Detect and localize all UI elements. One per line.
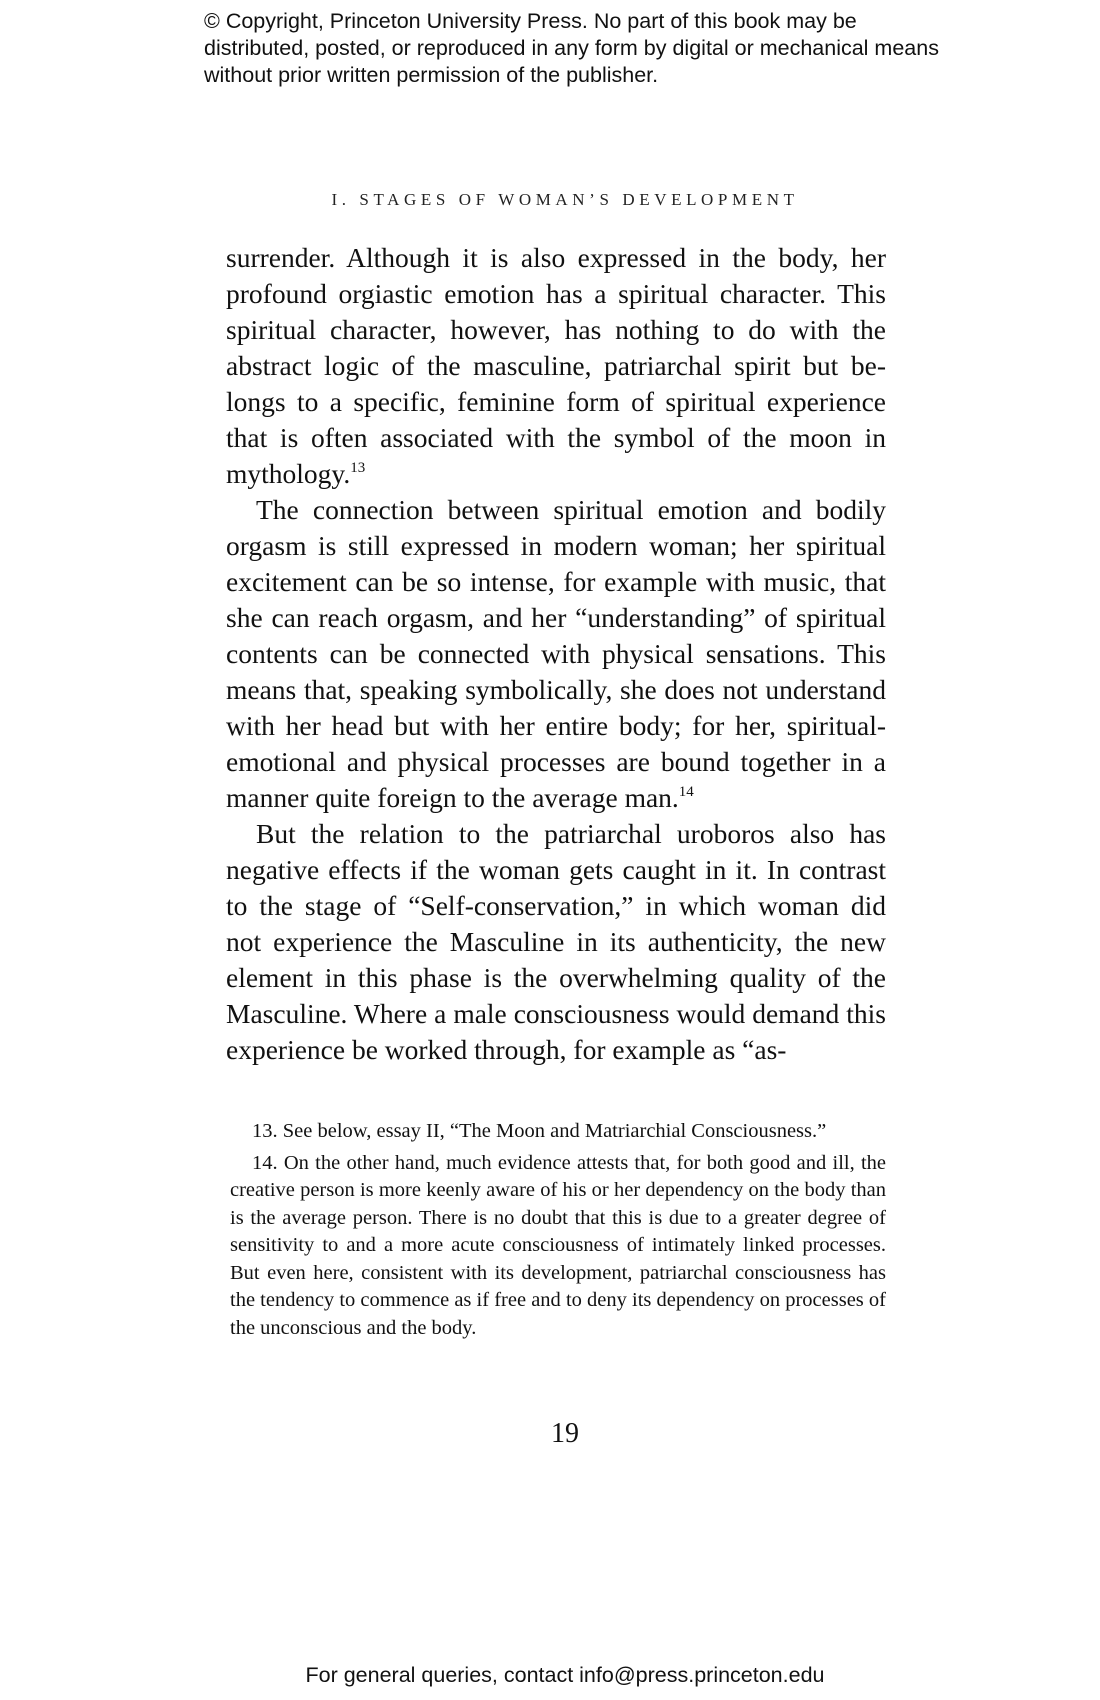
paragraph-text: But the relation to the patriarchal uroboros also has negative effects if the woman gets caught in it. In contrast to the stage of “Self-conservation,” in which woman did not experience the Masculine in its authenticity, the new element in this phase is the overwhelming quality of the Masculine. Where a male consciousness would demand this experience be worked through, for example as “as- [226, 818, 886, 1065]
paragraph-text: The connection between spiritual emotion and bodily orgasm is still expressed in modern woman; her spiritual excitement can be so intense, for example with music, that she can reach orgasm, and her “understanding” of spiritual contents can be connected with physical sensations. This means that, speaking symbolically, she does not understand with her head but with her entire body; for her, spiritual-emotional and physical processes are bound together in a manner quite foreign to the average man. [226, 494, 886, 813]
page-number: 19 [551, 1418, 579, 1449]
contact-notice: For general queries, contact info@press.princeton.edu [305, 1663, 825, 1687]
footnote-ref-14: 14 [678, 784, 694, 800]
paragraph-continued [226, 240, 886, 492]
footnote-ref-13: 13 [350, 460, 366, 476]
footnotes [230, 1118, 886, 1346]
paragraph [226, 492, 886, 816]
paragraph [226, 816, 886, 1068]
footnote-14: 14. On the other hand, much evidence attests that, for both good and ill, the creative person is more keenly aware of his or her dependency on the body than is the average person. There is no doubt that this is due to a greater degree of sensitivity to and a more acute consciousness of intimately linked processes. But even here, consistent with its development, patriarchal consciousness has the tendency to commence as if free and to deny its dependency on processes of the unconscious and the body. [230, 1151, 886, 1339]
footnote-13: 13. See below, essay II, “The Moon and Matriarchial Consciousness.” [252, 1120, 827, 1142]
paragraph-text: surrender. Although it is also expressed in the body, her profound orgiastic emotion has a spiritual character. This spiritual character, however, has nothing to do with the abstract logic of the masculine, patriarchal spirit but belongs to a specific, feminine form of spiritual experience that is often associated with the symbol of the moon in mythology. [226, 242, 886, 489]
running-head: I. STAGES OF WOMAN’S DEVELOPMENT [331, 190, 799, 209]
main-text [226, 240, 886, 1068]
copyright-notice: © Copyright, Princeton University Press. No part of this book may be distributed, posted, or reproduced in any form by digital or mechanical means without prior written permission of the publisher. [204, 9, 939, 87]
